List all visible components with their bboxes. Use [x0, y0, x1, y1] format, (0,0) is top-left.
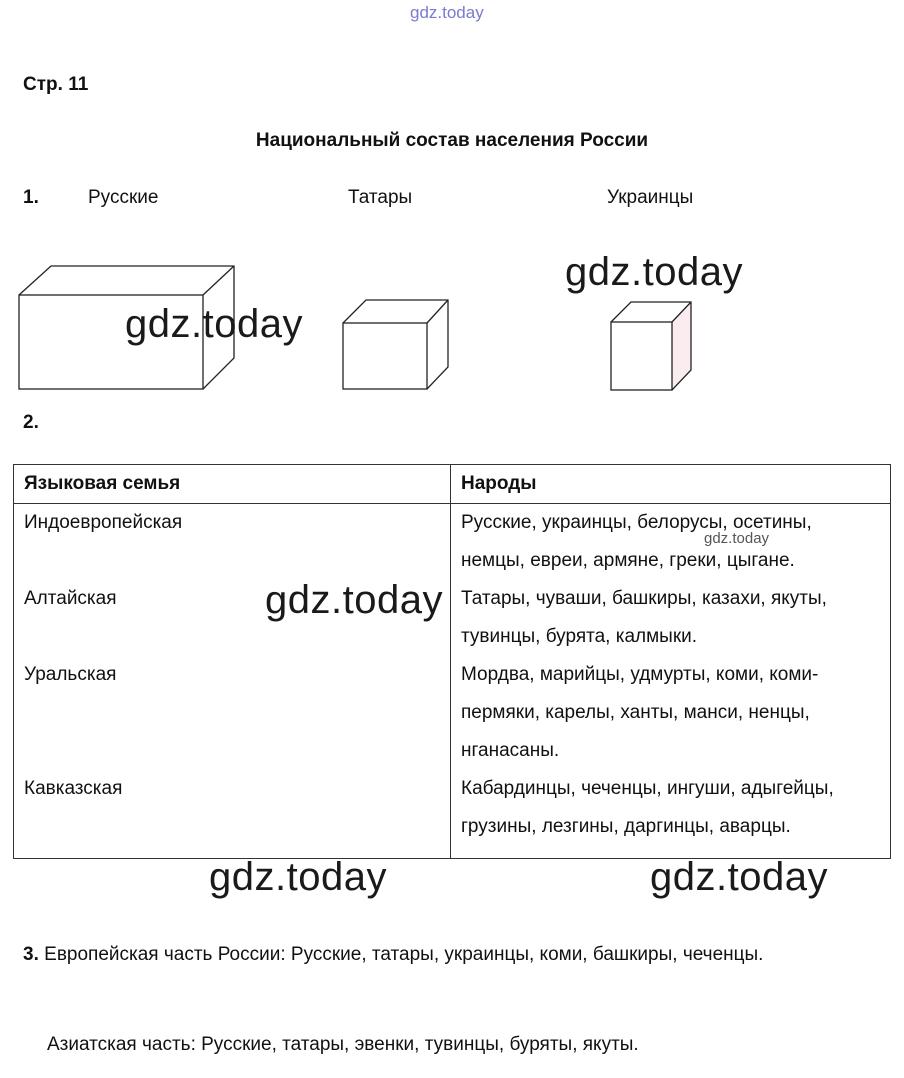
table-row — [14, 656, 891, 770]
task1-number: 1. — [23, 187, 39, 208]
watermark: gdz.today — [650, 855, 828, 899]
page-title: Национальный состав населения России — [255, 130, 649, 151]
task3-asia-text: Азиатская часть: Русские, татары, эвенки, тувинцы, буряты, якуты. — [47, 1034, 639, 1055]
page-label: Стр. 11 — [23, 74, 89, 95]
task3-europe — [23, 936, 881, 974]
peoples-cell: Татары, чуваши, башкиры, казахи, якуты, тувинцы, бурята, калмыки. — [451, 580, 891, 656]
header-peoples: Народы — [451, 465, 891, 504]
peoples-cell: Кабардинцы, чеченцы, ингуши, адыгейцы, грузины, лезгины, даргинцы, аварцы. — [451, 770, 891, 859]
table-header-row — [14, 465, 891, 504]
watermark: gdz.today — [704, 530, 770, 547]
table-row — [14, 580, 891, 656]
task1-label-russians: Русские — [88, 187, 159, 208]
task1-label-tatars: Татары — [348, 187, 413, 208]
family-cell: Алтайская — [14, 580, 451, 656]
cube-ukrainians — [610, 300, 693, 392]
task2-number: 2. — [23, 412, 39, 433]
table-row — [14, 770, 891, 859]
peoples-cell: Русские, украинцы, белорусы, осетины, немцы, евреи, армяне, греки, цыгане. — [451, 504, 891, 581]
watermark-top: gdz.today — [410, 3, 484, 22]
watermark: gdz.today — [125, 302, 303, 346]
task1-label-ukrainians: Украинцы — [607, 187, 694, 208]
watermark: gdz.today — [565, 250, 743, 294]
language-families-table — [13, 464, 891, 859]
watermark: gdz.today — [209, 855, 387, 899]
watermark: gdz.today — [265, 578, 443, 622]
family-cell: Кавказская — [14, 770, 451, 859]
header-language-family: Языковая семья — [14, 465, 451, 504]
family-cell: Индоевропейская — [14, 504, 451, 581]
cube-tatars — [342, 299, 450, 392]
task3-number: 3. — [23, 944, 39, 965]
peoples-cell: Мордва, марийцы, удмурты, коми, коми-пермяки, карелы, ханты, манси, ненцы, нганасаны. — [451, 656, 891, 770]
family-cell: Уральская — [14, 656, 451, 770]
task3-europe-text: Европейская часть России: Русские, татары, украинцы, коми, башкиры, чеченцы. — [44, 944, 764, 965]
